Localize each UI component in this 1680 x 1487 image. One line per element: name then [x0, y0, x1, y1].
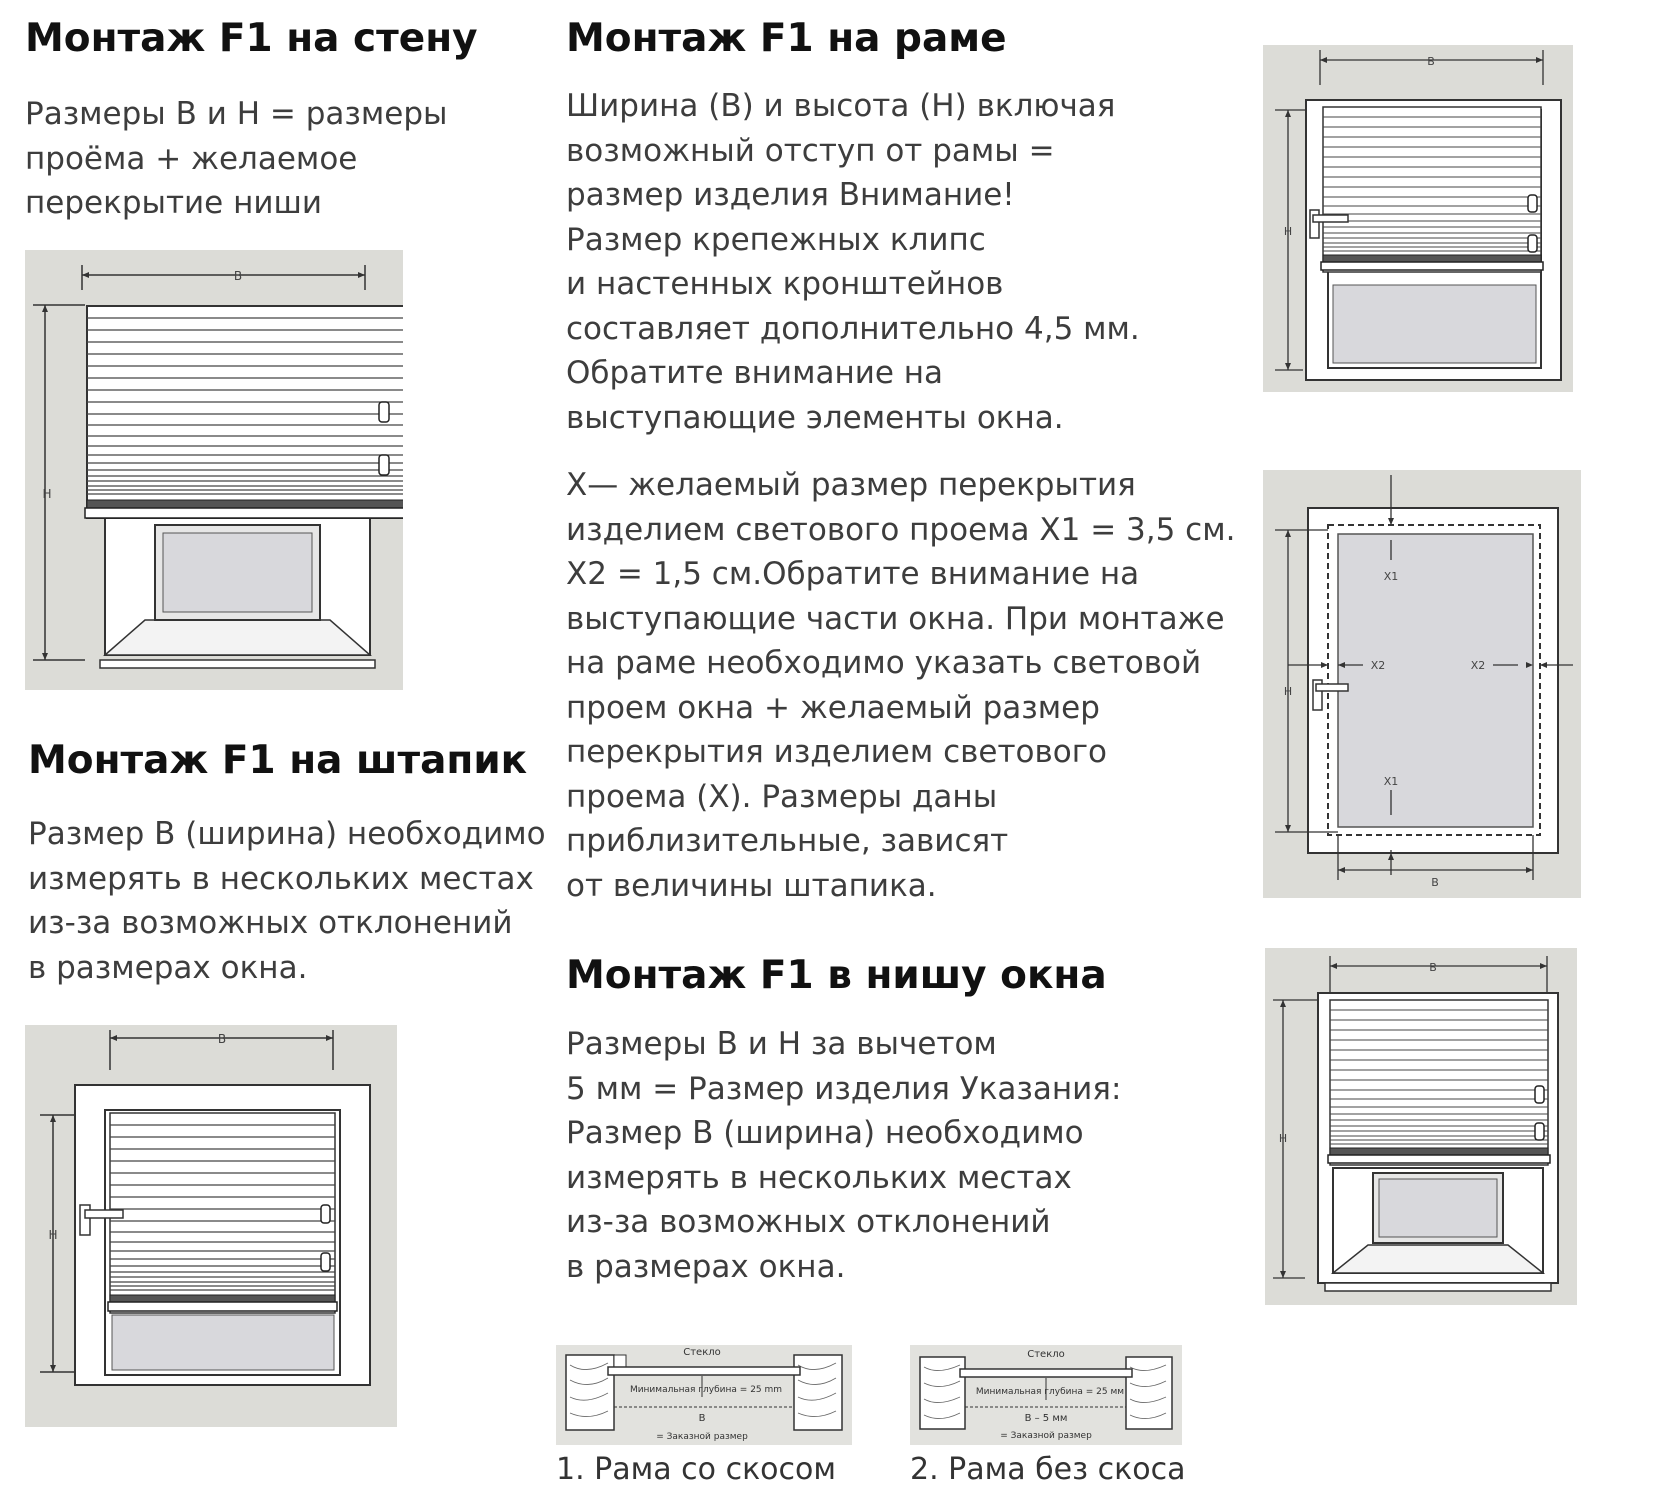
height-label: H — [1278, 1132, 1288, 1145]
ordered-label: = Заказной размер — [656, 1432, 748, 1442]
wall-mount-diagram — [25, 250, 403, 690]
glass-label: Стекло — [1027, 1349, 1065, 1360]
x2-left-label: X2 — [1370, 659, 1386, 672]
pleated-blind — [108, 1113, 337, 1313]
wall-title: Монтаж F1 на стену — [25, 16, 478, 61]
x1-bottom-label: X1 — [1383, 775, 1399, 788]
niche-title: Монтаж F1 в нишу окна — [566, 953, 1107, 998]
bead-mount-diagram — [25, 1025, 397, 1427]
bead-title: Монтаж F1 на штапик — [28, 738, 528, 783]
height-label: H — [48, 1228, 58, 1242]
min-depth-label: Минимальная глубина = 25 мм — [975, 1387, 1125, 1397]
min-depth-label: Минимальная глубина = 25 mm — [629, 1385, 783, 1395]
frame-text-1: Ширина (B) и высота (H) включая возможный отступ от рамы = размер изделия Внимание! Размер крепежных клипс и настенных кронштейнов составляет дополнительно 4,5 мм. Обратите внимание на выступающие элементы окна. — [566, 88, 1140, 436]
frame-profile-bevel — [556, 1345, 852, 1445]
x1-top-label: X1 — [1383, 570, 1399, 583]
caption-frame-no-bevel: 2. Рама без скоса — [910, 1452, 1186, 1487]
height-label: H — [42, 487, 52, 501]
niche-mount-diagram — [1265, 948, 1577, 1305]
b-label: B — [698, 1413, 706, 1424]
wall-text: Размеры B и H = размеры проёма + желаемое перекрытие ниши — [25, 96, 448, 221]
bead-text: Размер B (ширина) необходимо измерять в нескольких местах из-за возможных отклонений в размерах окна. — [28, 816, 546, 986]
pleated-blind — [1321, 107, 1543, 272]
frame-profile-no-bevel — [910, 1345, 1182, 1445]
width-label: B — [1431, 876, 1439, 889]
height-label: H — [1283, 685, 1293, 698]
pleated-blind — [85, 306, 403, 518]
niche-text: Размеры B и H за вычетом 5 мм = Размер изделия Указания: Размер B (ширина) необходимо измерять в нескольких местах из-за возможных отклонений в размерах окна. — [566, 1026, 1122, 1285]
width-label: B — [217, 1032, 227, 1046]
frame-text-2: X— желаемый размер перекрытия изделием светового проема X1 = 3,5 см. X2 = 1,5 см.Обратите внимание на выступающие части окна. При монтаже на раме необходимо указать световой проем окна + желаемый размер перекрытия изделием светового проема (X). Размеры даны приблизительные, зависят от величины штапика. — [566, 467, 1236, 904]
width-label: B — [1429, 961, 1437, 974]
glass-label: Стекло — [683, 1347, 721, 1358]
ordered-label: = Заказной размер — [1000, 1431, 1092, 1441]
frame-title: Монтаж F1 на раме — [566, 16, 1007, 61]
width-label: B — [233, 269, 243, 283]
b-minus-label: B – 5 мм — [1024, 1413, 1068, 1424]
height-label: H — [1283, 225, 1293, 238]
overlap-diagram — [1263, 470, 1581, 898]
caption-frame-bevel: 1. Рама со скосом — [556, 1452, 837, 1487]
width-label: B — [1427, 55, 1435, 68]
frame-mount-diagram — [1263, 45, 1573, 392]
pleated-blind — [1328, 1000, 1550, 1165]
x2-right-label: X2 — [1470, 659, 1486, 672]
